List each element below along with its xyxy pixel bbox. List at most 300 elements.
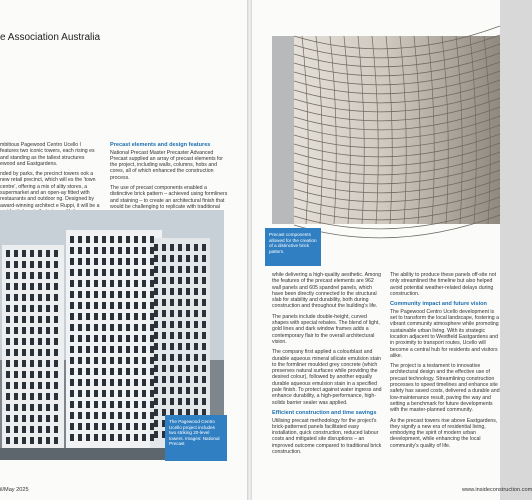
tower-window	[22, 437, 26, 444]
tower-window	[30, 360, 34, 367]
tower-window	[70, 258, 74, 265]
paragraph: The use of precast components enabled a distinctive brick pattern – achieved using formliners and staining – to create an architectural finish that would be challenging to replicate with traditional	[110, 185, 228, 210]
tower-window	[38, 349, 42, 356]
tower-window	[142, 291, 146, 298]
tower-window	[194, 244, 198, 251]
tower-window	[118, 390, 122, 397]
tower-window	[6, 393, 10, 400]
tower-window	[150, 401, 154, 408]
tower-window	[30, 327, 34, 334]
tower-window	[154, 398, 158, 405]
tower-window	[86, 379, 90, 386]
tower-window	[162, 299, 166, 306]
photo-caption: Precast components allowed for the creation of a distinctive brick pattern.	[265, 228, 321, 266]
tower-window	[154, 420, 158, 427]
tower-window	[54, 349, 58, 356]
tower-window	[194, 365, 198, 372]
tower-window	[110, 401, 114, 408]
tower-window	[118, 434, 122, 441]
tower-window	[154, 310, 158, 317]
tower-window	[118, 412, 122, 419]
tower-window	[186, 244, 190, 251]
tower-window	[154, 299, 158, 306]
tower-window	[46, 305, 50, 312]
paragraph: mbitious Pagewood Centro Ucello l features two iconic towers, each rising es and standing as the tallest structures ewood and Eastgardens.	[0, 142, 95, 167]
tower-window	[70, 412, 74, 419]
tower-window	[70, 434, 74, 441]
tower-window	[170, 343, 174, 350]
tower-window	[162, 277, 166, 284]
tower-window	[134, 412, 138, 419]
tower-window	[94, 346, 98, 353]
tower-window	[178, 332, 182, 339]
tower-window	[46, 404, 50, 411]
tower-window	[126, 368, 130, 375]
tower-window	[70, 401, 74, 408]
tower-window	[6, 415, 10, 422]
tower-window	[134, 357, 138, 364]
tower-window	[142, 258, 146, 265]
tower-window	[86, 258, 90, 265]
tower-window	[30, 305, 34, 312]
tower-window	[150, 313, 154, 320]
brick-facade-illustration	[272, 36, 500, 224]
tower-window	[194, 255, 198, 262]
tower-window	[46, 437, 50, 444]
tower-window	[38, 360, 42, 367]
tower-window	[178, 288, 182, 295]
paragraph: As the precast towers rise above Eastgardens, they signify a new era of residential living, embodying the spirit of modern urban development, while enhancing the local community's quality of life.	[390, 417, 498, 449]
tower-window	[194, 277, 198, 284]
tower-window	[142, 280, 146, 287]
paragraph: The company first applied a colourblast and durable aqueous mineral silicate emulsion stain to the formliner moulded grey concrete (which preserves natural surfaces while providing the desired colour), followed by another equally durable aqueous emulsion stain in a specified pale finish. To protect against water ingress and enhance durability, a high-performance, high-solids barrier sealer was applied.	[272, 349, 382, 406]
tower-window	[54, 272, 58, 279]
tower-window	[22, 305, 26, 312]
tower-window	[38, 272, 42, 279]
tower-window	[110, 302, 114, 309]
tower-window	[202, 343, 206, 350]
tower-window	[102, 335, 106, 342]
right-column-2	[390, 272, 500, 453]
tower-window	[78, 313, 82, 320]
tower-window	[6, 327, 10, 334]
tower-window	[134, 390, 138, 397]
tower-window	[86, 291, 90, 298]
tower-window	[126, 313, 130, 320]
tower-window	[70, 269, 74, 276]
tower-window	[54, 283, 58, 290]
tower-window	[170, 387, 174, 394]
tower-window	[186, 365, 190, 372]
tower-window	[178, 398, 182, 405]
tower-window	[178, 376, 182, 383]
tower-window	[186, 332, 190, 339]
tower-window	[46, 250, 50, 257]
tower-window	[178, 244, 182, 251]
tower-window	[194, 266, 198, 273]
tower-window	[178, 277, 182, 284]
tower-window	[154, 321, 158, 328]
tower-window	[102, 280, 106, 287]
tower-window	[46, 426, 50, 433]
tower-window	[126, 335, 130, 342]
tower-window	[30, 250, 34, 257]
tower-window	[170, 365, 174, 372]
tower-window	[38, 415, 42, 422]
tower-window	[38, 283, 42, 290]
tower-window	[22, 338, 26, 345]
tower-window	[118, 247, 122, 254]
tower-window	[22, 250, 26, 257]
tower-window	[126, 291, 130, 298]
tower-window	[46, 360, 50, 367]
tower-window	[38, 338, 42, 345]
tower-window	[78, 434, 82, 441]
tower-window	[102, 412, 106, 419]
tower-window	[14, 261, 18, 268]
tower-window	[6, 360, 10, 367]
tower-window	[14, 272, 18, 279]
tower-window	[86, 302, 90, 309]
tower-window	[134, 302, 138, 309]
tower-window	[6, 437, 10, 444]
tower-window	[70, 324, 74, 331]
tower-window	[118, 324, 122, 331]
tower-window	[202, 332, 206, 339]
tower-window	[170, 321, 174, 328]
tower-window	[78, 302, 82, 309]
tower-window	[202, 365, 206, 372]
tower-window	[202, 255, 206, 262]
tower-window	[46, 382, 50, 389]
tower-window	[38, 327, 42, 334]
tower-window	[94, 390, 98, 397]
tower-window	[110, 258, 114, 265]
tower-window	[178, 299, 182, 306]
tower-window	[178, 310, 182, 317]
tower-window	[54, 426, 58, 433]
tower-window	[118, 291, 122, 298]
tower-window	[126, 357, 130, 364]
tower-window	[134, 346, 138, 353]
tower-window	[202, 266, 206, 273]
tower-window	[154, 277, 158, 284]
tower-window	[134, 291, 138, 298]
tower-window	[134, 379, 138, 386]
tower-window	[78, 335, 82, 342]
tower-window	[30, 371, 34, 378]
tower-window	[142, 302, 146, 309]
tower-window	[94, 357, 98, 364]
tower-window	[110, 269, 114, 276]
tower-window	[142, 423, 146, 430]
tower-window	[110, 423, 114, 430]
tower-window	[110, 434, 114, 441]
tower-window	[150, 412, 154, 419]
tower-window	[78, 357, 82, 364]
tower-window	[110, 291, 114, 298]
tower-window	[70, 236, 74, 243]
tower-window	[178, 255, 182, 262]
tower-window	[110, 247, 114, 254]
tower-window	[86, 236, 90, 243]
tower-window	[54, 437, 58, 444]
tower-window	[150, 280, 154, 287]
tower-window	[186, 354, 190, 361]
tower-window	[38, 404, 42, 411]
tower-window	[134, 423, 138, 430]
paragraph: while delivering a high-quality aesthetic. Among the features of the precast elements are 962 wall panels and 605 spandrel panels, which have been directly connected to the structural slab for stability and durability, both during construction and throughout the building's life.	[272, 272, 382, 310]
tower-window	[94, 302, 98, 309]
tower-window	[150, 368, 154, 375]
tower-window	[142, 390, 146, 397]
tower-window	[78, 379, 82, 386]
tower-window	[14, 393, 18, 400]
tower-window	[134, 247, 138, 254]
tower-window	[6, 272, 10, 279]
tower-window	[118, 368, 122, 375]
tower-window	[186, 376, 190, 383]
tower-window	[22, 360, 26, 367]
tower-window	[154, 354, 158, 361]
tower-window	[186, 288, 190, 295]
tower-window	[126, 324, 130, 331]
tower-window	[14, 250, 18, 257]
tower-window	[78, 247, 82, 254]
tower-window	[110, 280, 114, 287]
tower-window	[134, 258, 138, 265]
tower-window	[142, 412, 146, 419]
tower-window	[6, 382, 10, 389]
tower-window	[30, 349, 34, 356]
tower-window	[118, 302, 122, 309]
tower-window	[134, 280, 138, 287]
tower-window	[14, 415, 18, 422]
tower-window	[70, 302, 74, 309]
tower-window	[154, 343, 158, 350]
photo-caption: The Pagewood Centro Ucello project includes two striking 20-level towers. Images: National Precast	[165, 415, 227, 461]
tower-window	[126, 379, 130, 386]
tower-window	[22, 294, 26, 301]
tower-window	[178, 321, 182, 328]
tower-window	[154, 288, 158, 295]
tower-window	[142, 324, 146, 331]
tower-window	[86, 412, 90, 419]
tower-window	[94, 236, 98, 243]
tower-window	[46, 283, 50, 290]
tower-window	[14, 283, 18, 290]
tower-window	[78, 368, 82, 375]
tower-window	[22, 272, 26, 279]
tower-window	[162, 266, 166, 273]
tower-window	[178, 354, 182, 361]
tower-window	[86, 247, 90, 254]
tower-window	[78, 390, 82, 397]
tower-window	[14, 316, 18, 323]
tower-window	[70, 357, 74, 364]
tower-window	[162, 310, 166, 317]
tower-window	[78, 291, 82, 298]
tower-window	[170, 255, 174, 262]
tower-window	[102, 357, 106, 364]
tower-window	[94, 258, 98, 265]
tower-window	[6, 294, 10, 301]
tower-window	[94, 247, 98, 254]
paragraph: Utilising precast methodology for the project's brick-patterned panels facilitated easy installation, quick construction, reduced labour costs and mitigated site disruptions – an improved outcome compared to traditional brick construction.	[272, 417, 382, 456]
tower-window	[150, 236, 154, 243]
tower-window	[22, 316, 26, 323]
tower-window	[70, 313, 74, 320]
tower-window	[86, 357, 90, 364]
tower-window	[54, 261, 58, 268]
tower-window	[6, 404, 10, 411]
tower-window	[150, 357, 154, 364]
tower-window	[170, 244, 174, 251]
tower-window	[46, 371, 50, 378]
tower-window	[46, 415, 50, 422]
tower-window	[70, 280, 74, 287]
tower-window	[162, 365, 166, 372]
tower-window	[118, 346, 122, 353]
tower-window	[78, 324, 82, 331]
tower-window	[142, 357, 146, 364]
tower-window	[162, 387, 166, 394]
tower-window	[118, 280, 122, 287]
tower-window	[142, 434, 146, 441]
tower-window	[78, 401, 82, 408]
tower-window	[202, 354, 206, 361]
tower-window	[102, 423, 106, 430]
tower-window	[70, 379, 74, 386]
tower-window	[134, 313, 138, 320]
tower-window	[194, 354, 198, 361]
tower-window	[38, 261, 42, 268]
tower-window	[194, 387, 198, 394]
tower-window	[38, 305, 42, 312]
tower-window	[186, 343, 190, 350]
tower-window	[186, 398, 190, 405]
tower-window	[46, 327, 50, 334]
tower-window	[202, 244, 206, 251]
tower-window	[54, 415, 58, 422]
tower-window	[186, 299, 190, 306]
tower-window	[142, 401, 146, 408]
tower-window	[14, 294, 18, 301]
tower-window	[162, 244, 166, 251]
tower-window	[94, 401, 98, 408]
tower-window	[150, 434, 154, 441]
tower-window	[110, 313, 114, 320]
tower-window	[102, 258, 106, 265]
tower-window	[142, 368, 146, 375]
tower-window	[134, 236, 138, 243]
paragraph: The panels include double-height, curved shapes with special rebates. The blend of light, gold lines and dark window frames adds a contemporary flair to the overall architectural vision.	[272, 313, 380, 345]
tower-window	[154, 409, 158, 416]
tower-window	[54, 294, 58, 301]
tower-window	[30, 382, 34, 389]
tower-window	[78, 412, 82, 419]
tower-window	[150, 390, 154, 397]
tower-window	[54, 371, 58, 378]
tower-window	[142, 247, 146, 254]
tower-window	[94, 291, 98, 298]
tower-window	[118, 236, 122, 243]
tower-window	[78, 280, 82, 287]
tower-window	[126, 258, 130, 265]
tower-window	[170, 299, 174, 306]
tower-window	[94, 269, 98, 276]
right-column-1	[272, 272, 384, 459]
tower-window	[54, 382, 58, 389]
tower-window	[154, 365, 158, 372]
tower-window	[30, 283, 34, 290]
tower-window	[30, 294, 34, 301]
tower-window	[126, 269, 130, 276]
tower-window	[170, 398, 174, 405]
tower-window	[6, 338, 10, 345]
tower-window	[38, 316, 42, 323]
tower-window	[186, 321, 190, 328]
tower-window	[162, 354, 166, 361]
tower-window	[78, 269, 82, 276]
tower-window	[142, 269, 146, 276]
tower-window	[202, 299, 206, 306]
tower-window	[46, 393, 50, 400]
tower-window	[86, 434, 90, 441]
tower-window	[150, 269, 154, 276]
tower-window	[150, 423, 154, 430]
tower-window	[14, 404, 18, 411]
tower-window	[22, 415, 26, 422]
tower-window	[110, 412, 114, 419]
tower-window	[194, 321, 198, 328]
tower-window	[30, 261, 34, 268]
tower-window	[118, 258, 122, 265]
tower-window	[126, 434, 130, 441]
tower-window	[186, 266, 190, 273]
tower-window	[30, 426, 34, 433]
tower-window	[14, 371, 18, 378]
tower-window	[86, 401, 90, 408]
tower-window	[102, 368, 106, 375]
tower-window	[22, 404, 26, 411]
tower-window	[178, 387, 182, 394]
tower-window	[6, 426, 10, 433]
tower-window	[54, 250, 58, 257]
tower-window	[126, 412, 130, 419]
tower-window	[38, 393, 42, 400]
tower-window	[142, 313, 146, 320]
tower-window	[110, 357, 114, 364]
tower-window	[202, 277, 206, 284]
tower-window	[38, 382, 42, 389]
tower-window	[154, 255, 158, 262]
tower-window	[38, 371, 42, 378]
tower-window	[170, 376, 174, 383]
tower-window	[134, 324, 138, 331]
tower-window	[38, 294, 42, 301]
tower-window	[86, 423, 90, 430]
tower-window	[134, 401, 138, 408]
tower-window	[186, 310, 190, 317]
brick-facade-photo	[272, 36, 500, 224]
tower-window	[110, 335, 114, 342]
tower-window	[142, 379, 146, 386]
tower-window	[86, 324, 90, 331]
tower-window	[118, 423, 122, 430]
tower-window	[22, 382, 26, 389]
tower-window	[30, 393, 34, 400]
